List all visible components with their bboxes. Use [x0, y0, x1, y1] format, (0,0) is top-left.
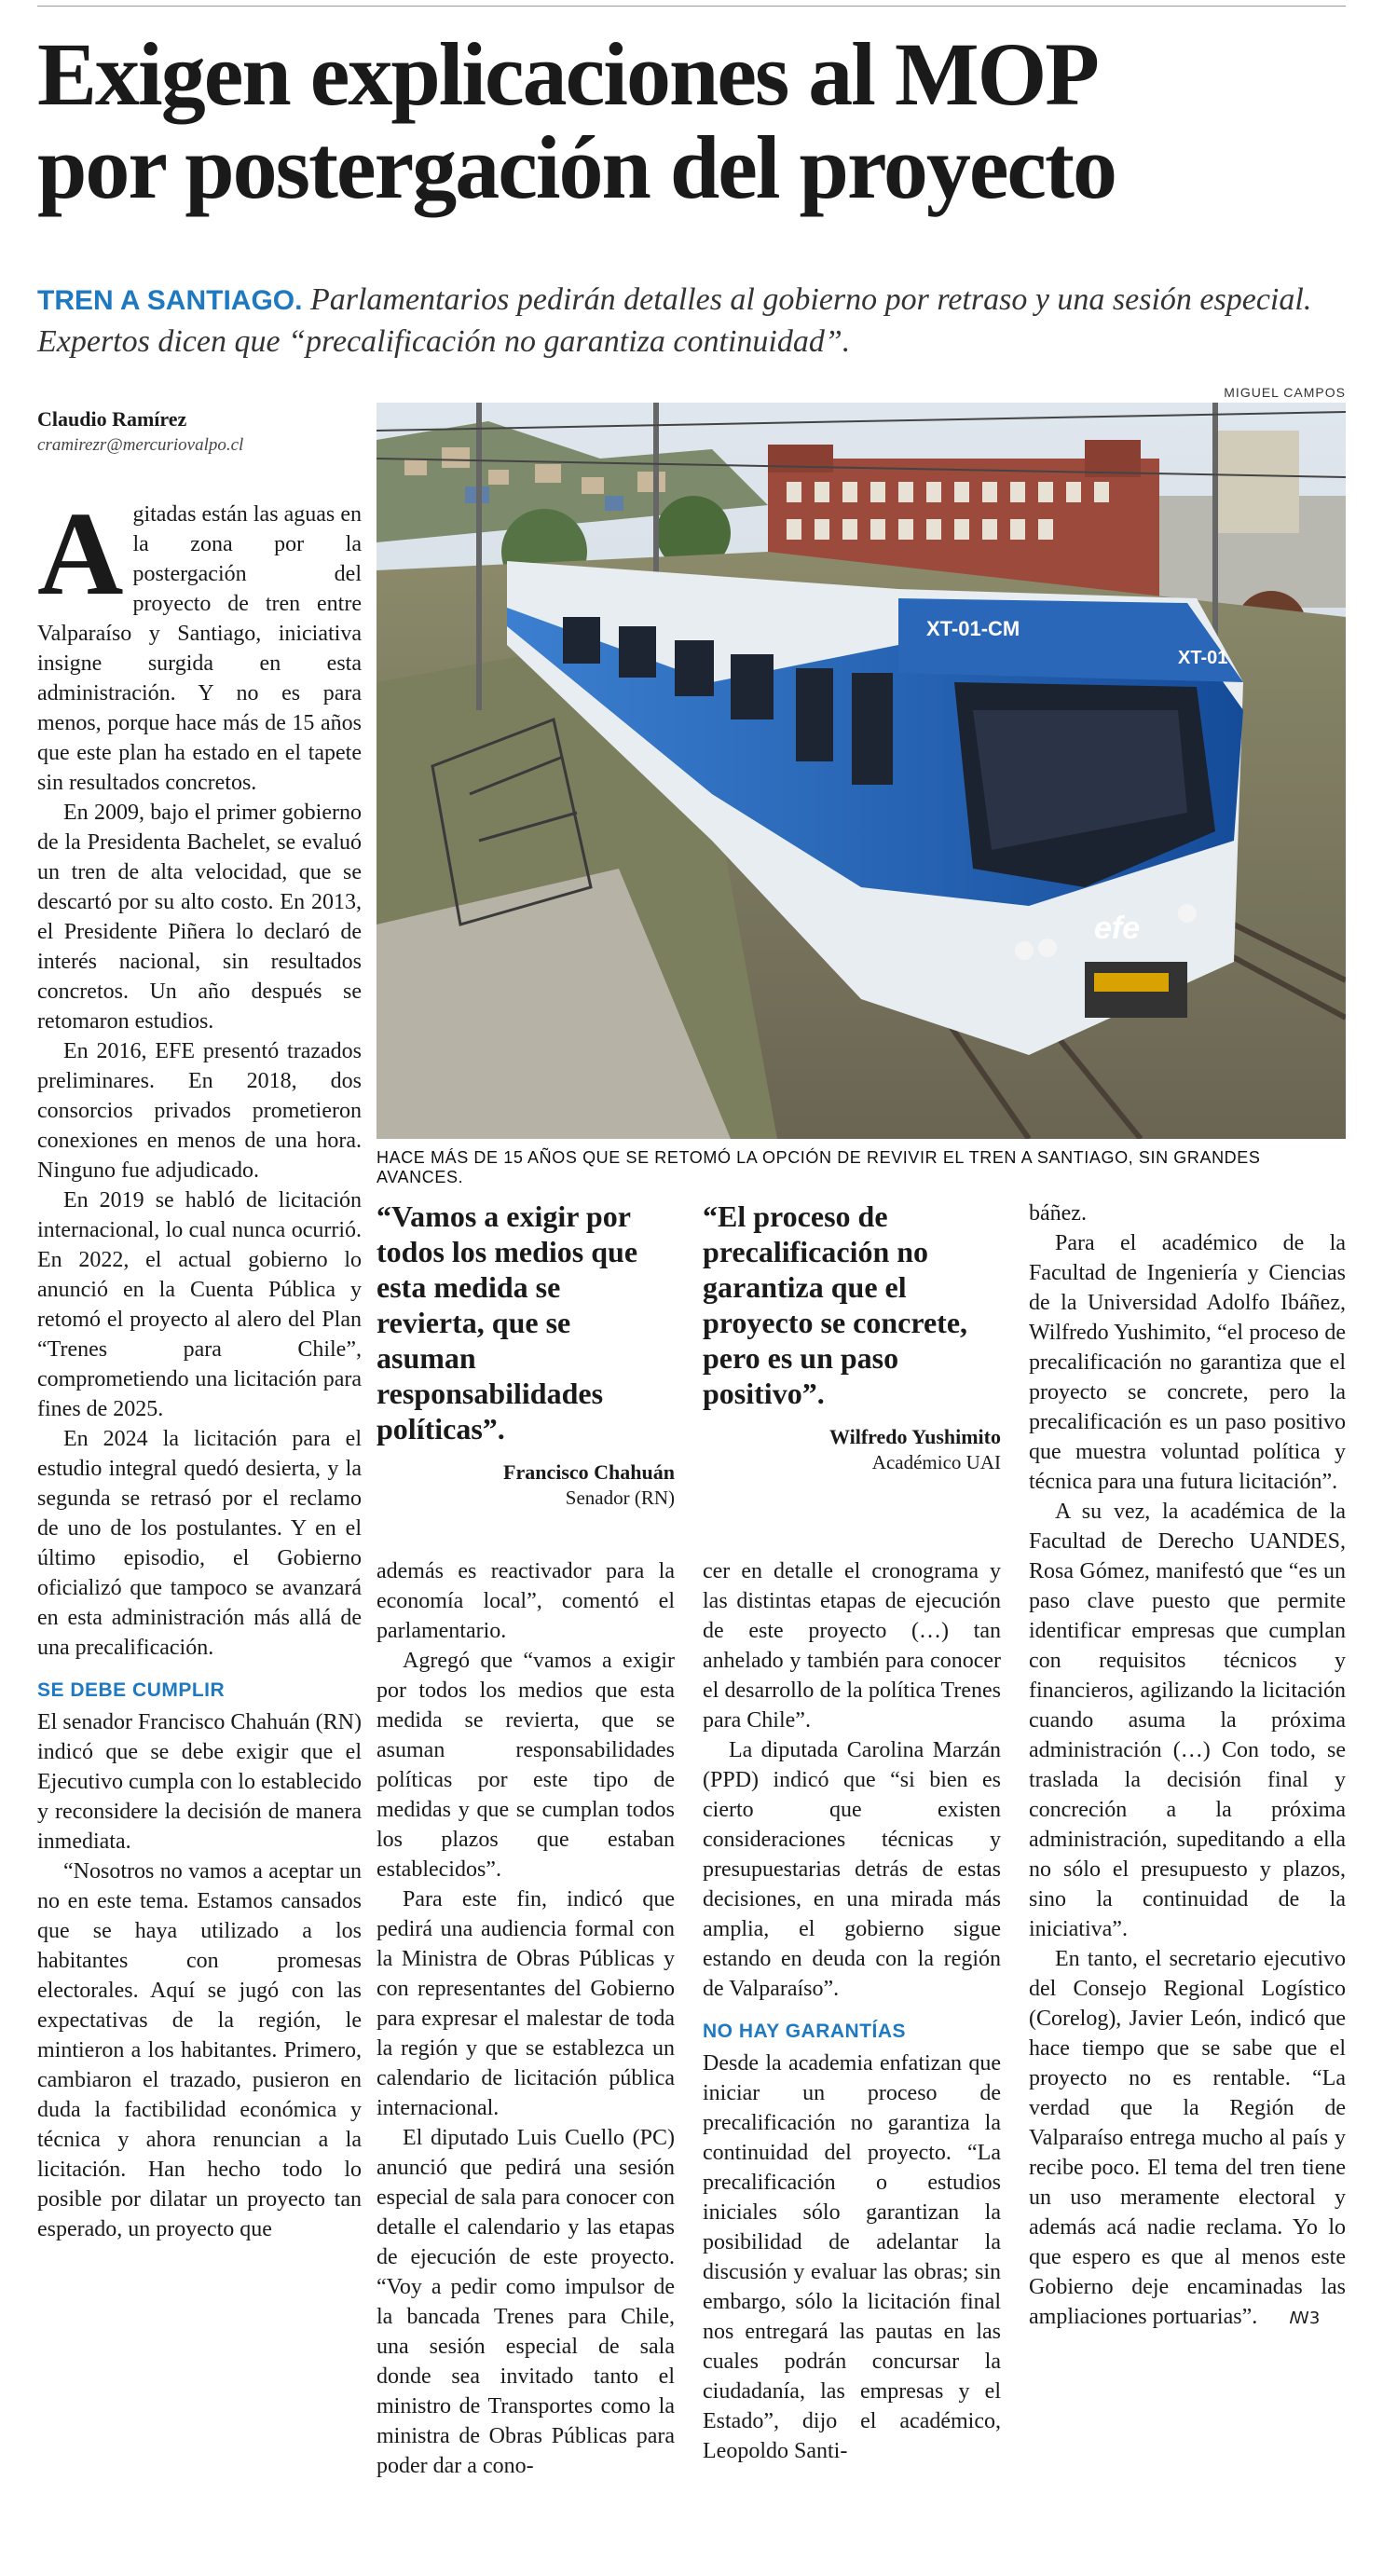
article-paragraph: Agregó que “vamos a exigir por todos los medios que esta medida se revierta, que se asuman responsabilidades políticas por este tipo de medidas y que se cumplan todos los plazos que estaban establecidos”. — [377, 1649, 675, 1882]
article-paragraph: báñez. — [1029, 1201, 1087, 1226]
train-photo-illustration — [377, 403, 1346, 1139]
pull-quote-name: Francisco Chahuán — [503, 1460, 675, 1484]
article-paragraph: La diputada Carolina Marzán (PPD) indicó que “si bien es cierto que existen consideraciones técnicas y presupuestarias detrás de estas decisiones, en una mirada más amplia, el gobierno sigue estando en deuda con la región de Valparaíso”. — [703, 1738, 1001, 2001]
pull-quote-yushimito — [703, 1199, 1001, 1474]
article-paragraph: En 2024 la licitación para el estudio integral quedó desierta, y la segunda se retrasó por el reclamo de uno de los postulantes. Y en el último episodio, el Gobierno oficializó que tampoco se avanzará en esta administración más allá de una precalificación. — [37, 1427, 362, 1660]
article-paragraph: “Nosotros no vamos a aceptar un no en este tema. Estamos cansados que se haya utilizado a los habitantes con promesas electorales. Aquí se jugó con las expectativas de la región, le mintieron a los habitantes. Primero, cambiaron el trazado, pusieron en duda la factibilidad económica y técnica y ahora renuncian a la licitación. Han hecho todo lo posible por dilatar un proyecto tan esperado, un proyecto que — [37, 1859, 362, 2241]
end-of-article-mark: ꟿ3 — [1289, 2309, 1321, 2328]
article-paragraph: El diputado Luis Cuello (PC) anunció que pedirá una sesión especial de sala para conocer con detalle el calendario y las etapas de ejecución de este proyecto. “Voy a pedir como impulsor de la bancada Trenes para Chile, una sesión especial de sala donde sea invitado tanto el ministro de Transportes como la ministra de Obras Públicas para poder dar a cono- — [377, 2126, 675, 2478]
headline-line-2: por postergación del proyecto — [37, 117, 1116, 217]
subhead-no-hay-garantias: NO HAY GARANTÍAS — [703, 2021, 907, 2042]
article-paragraph: Para el académico de la Facultad de Ingeniería y Ciencias de la Universidad Adolfo Ibáñez, Wilfredo Yushimito, “el proceso de precalificación no garantiza que el proyecto se concrete, pero la precalificación es un paso positivo que muestra voluntad política y técnica para una futura licitación”. — [1029, 1231, 1346, 1494]
lead-kicker: TREN A SANTIAGO. — [37, 285, 303, 316]
headline-line-1: Exigen explicaciones al MOP — [37, 24, 1098, 124]
top-rule — [37, 6, 1346, 7]
efe-logo: efe — [1094, 911, 1141, 946]
article-paragraph: En 2016, EFE presentó trazados preliminares. En 2018, dos consorcios privados prometieron conexiones en menos de una hora. Ninguno fue adjudicado. — [37, 1039, 362, 1183]
article-paragraph: Desde la academia enfatizan que iniciar un proceso de precalificación no garantiza la continuidad del proyecto. “La precalificación o estudios iniciales sólo garantizan la posibilidad de adelantar la discusión y evaluar las obras; sin embargo, sólo la licitación final nos entregará las pautas en las cuales podrán concursar la ciudadanía, las empresas y el Estado”, dijo el académico, Leopoldo Santi- — [703, 2051, 1001, 2463]
pull-quote-role: Académico UAI — [871, 1451, 1001, 1473]
train-code-front: XT-01 — [1178, 648, 1228, 668]
pull-quote-text: “El proceso de precalificación no garantiza que el proyecto se concrete, pero es un paso positivo”. — [703, 1199, 968, 1410]
lead-paragraph — [37, 280, 1361, 363]
train-photo — [377, 403, 1346, 1139]
byline — [37, 406, 373, 459]
article-paragraph: En tanto, el secretario ejecutivo del Consejo Regional Logístico (Corelog), Javier León, indicó que hace tiempo que se sabe que el proyecto no es rentable. “La verdad que la Región de Valparaíso entrega mucho al país y recibe poco. El tema del tren tiene un uso meramente electoral y además acá nadie reclama. Yo lo que espero es que al menos este Gobierno deje encaminadas las ampliaciones portuarias”. ꟿ3 — [1029, 1944, 1346, 2334]
article-paragraph: El senador Francisco Chahuán (RN) indicó que se debe exigir que el Ejecutivo cumpla con lo establecido y reconsidere la decisión de manera inmediata. — [37, 1710, 362, 1854]
headline — [37, 24, 1361, 217]
pull-quote-role: Senador (RN) — [565, 1487, 675, 1509]
photo-credit: MIGUEL CAMPOS — [1224, 385, 1346, 400]
article-paragraph: Para este fin, indicó que pedirá una audiencia formal con la Ministra de Obras Públicas y con representantes del Gobierno para expresar el malestar de toda la región y que se establezca un calendario de licitación pública internacional. — [377, 1887, 675, 2120]
article-paragraph: además es reactivador para la economía local”, comentó el parlamentario. — [377, 1559, 675, 1643]
article-paragraph: En 2019 se habló de licitación internacional, lo cual nunca ocurrió. En 2022, el actual gobierno lo anunció en la Cuenta Pública y retomó el proyecto al alero del Plan “Trenes para Chile”, comprometiendo una licitación para fines de 2025. — [37, 1188, 362, 1421]
author-email: cramirezr@mercuriovalpo.cl — [37, 435, 244, 455]
article-column-1 — [37, 487, 362, 2244]
lead-text: Parlamentarios pedirán detalles al gobierno por retraso y una sesión especial. Expertos dicen que “precalificación no garantiza continuidad”. — [37, 282, 1312, 359]
article-column-3 — [703, 1556, 1001, 2466]
article-paragraph: En 2009, bajo el primer gobierno de la Presidenta Bachelet, se evaluó un tren de alta velocidad, que se descartó por su alto costo. En 2013, el Presidente Piñera lo declaró de interés nacional, sin resultados concretos. Un año después se retomaron estudios. — [37, 801, 362, 1034]
pull-quote-name: Wilfredo Yushimito — [829, 1425, 1001, 1448]
subhead-se-debe-cumplir: SE DEBE CUMPLIR — [37, 1679, 226, 1701]
article-column-4 — [1029, 1199, 1346, 2334]
pull-quote-chahuan — [377, 1199, 675, 1510]
article-paragraph: cer en detalle el cronograma y las distintas etapas de ejecución de este proyecto (…) tan anhelado y también para conocer el desarrollo de la política Trenes para Chile”. — [703, 1559, 1001, 1733]
drop-cap: A — [37, 487, 124, 620]
article-paragraph: Agitadas están las aguas en la zona por la postergación del proyecto de tren entre Valparaíso y Santiago, iniciativa insigne surgida en esta administración. Y no es para menos, porque hace más de 15 años que este plan ha estado en el tapete sin resultados concretos. — [37, 487, 362, 795]
article-column-2 — [377, 1556, 675, 2481]
photo-caption: HACE MÁS DE 15 AÑOS QUE SE RETOMÓ LA OPCIÓN DE REVIVIR EL TREN A SANTIAGO, SIN GRANDES AVANCES. — [377, 1148, 1261, 1186]
article-paragraph: A su vez, la académica de la Facultad de Derecho UANDES, Rosa Gómez, manifestó que “es un paso clave puesto que permite identificar empresas que cumplan con requisitos técnicos y financieros, agilizando la licitación cuando asuma la próxima administración (…) Con todo, se traslada la decisión final y concreción a la próxima administración, supeditando a ella no sólo el presupuesto y plazos, sino la continuidad de la iniciativa”. — [1029, 1500, 1346, 1941]
author-name: Claudio Ramírez — [37, 407, 187, 431]
pull-quote-text: “Vamos a exigir por todos los medios que esta medida se revierta, que se asuman responsabilidades políticas”. — [377, 1199, 638, 1446]
train-code-side: XT-01-CM — [926, 617, 1020, 640]
